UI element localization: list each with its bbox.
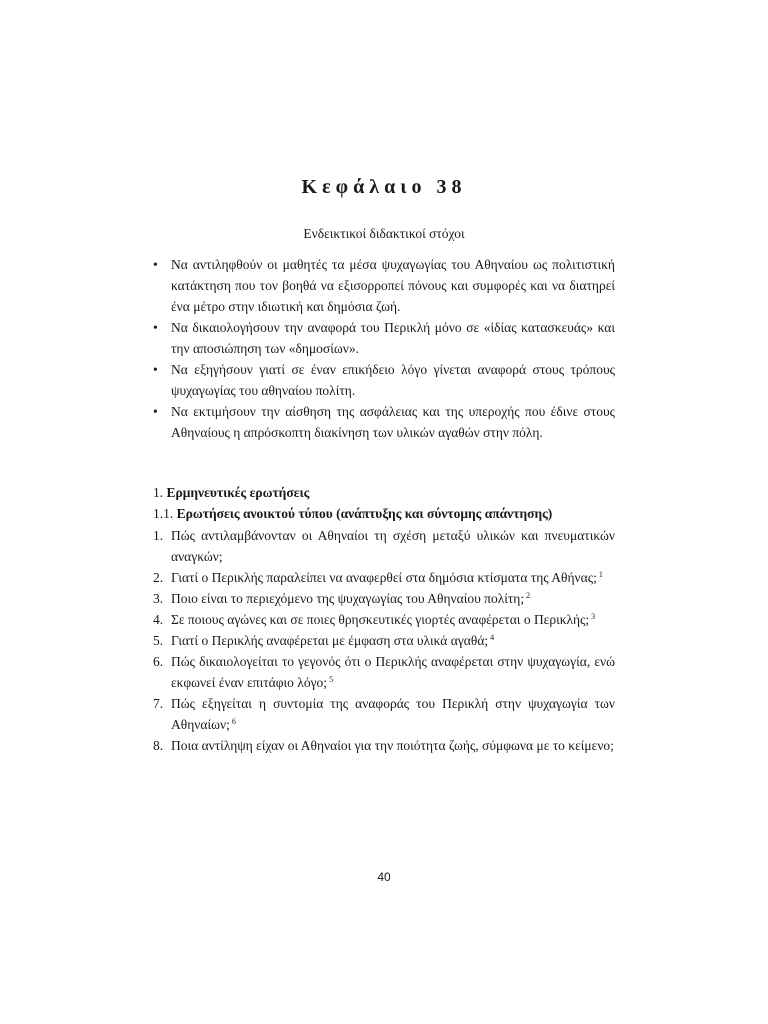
objective-item: [153, 317, 615, 359]
subsection-number: 1.1.: [153, 506, 174, 521]
footnote-marker: 4: [490, 632, 495, 642]
question-item: [153, 630, 615, 651]
bullet-icon: •: [153, 320, 158, 335]
question-item: [153, 567, 615, 588]
question-number: 6.: [153, 654, 164, 669]
question-text: Ποια αντίληψη είχαν οι Αθηναίοι για την ποιότητα ζωής, σύμφωνα με το κείμενο;: [171, 738, 614, 753]
question-item: [153, 735, 615, 756]
questions-list: [153, 525, 615, 756]
question-text: Πώς εξηγείται η συντομία της αναφοράς του Περικλή στην ψυχαγωγία των Αθηναίων;: [171, 696, 615, 732]
objective-item: [153, 254, 615, 317]
question-text: Πώς αντιλαμβάνονταν οι Αθηναίοι τη σχέση μεταξύ υλικών και πνευματικών αναγκών;: [171, 528, 615, 564]
question-number: 8.: [153, 738, 164, 753]
question-number: 2.: [153, 570, 164, 585]
footnote-marker: 2: [526, 590, 531, 600]
footnote-marker: 6: [231, 716, 236, 726]
question-number: 4.: [153, 612, 164, 627]
question-number: 5.: [153, 633, 164, 648]
question-text: Σε ποιους αγώνες και σε ποιες θρησκευτικές γιορτές αναφέρεται ο Περικλής;: [171, 612, 590, 627]
objective-item: [153, 359, 615, 401]
question-text: Γιατί ο Περικλής παραλείπει να αναφερθεί στα δημόσια κτίσματα της Αθήνας;: [171, 570, 597, 585]
question-text: Πώς δικαιολογείται το γεγονός ότι ο Περικλής αναφέρεται στην ψυχαγωγία, ενώ εκφωνεί έναν επιτάφιο λόγο;: [171, 654, 615, 690]
question-number: 7.: [153, 696, 164, 711]
question-text: Γιατί ο Περικλής αναφέρεται με έμφαση στα υλικά αγαθά;: [171, 633, 489, 648]
question-item: [153, 651, 615, 693]
footnote-marker: 1: [598, 569, 603, 579]
bullet-icon: •: [153, 362, 158, 377]
footnote-marker: 3: [591, 611, 596, 621]
subsection-note: (ανάπτυξης και σύντομης απάντησης): [336, 506, 553, 521]
subsection-heading: [153, 506, 552, 522]
bullet-icon: •: [153, 404, 158, 419]
objective-text: Να εκτιμήσουν την αίσθηση της ασφάλειας και της υπεροχής που έδινε στους Αθηναίους η απρόσκοπτη διακίνηση των υλικών αγαθών στην πόλη.: [171, 404, 615, 440]
page-number: 40: [377, 870, 391, 884]
question-item: [153, 609, 615, 630]
objective-text: Να δικαιολογήσουν την αναφορά του Περικλή μόνο σε «ἰδίας κατασκευάς» και την αποσιώπηση των «δημοσίων».: [171, 320, 615, 356]
bullet-icon: •: [153, 257, 158, 272]
footnote-marker: 5: [329, 674, 334, 684]
section-title: Ερμηνευτικές ερωτήσεις: [166, 485, 310, 500]
question-item: [153, 693, 615, 735]
chapter-title: Κεφάλαιο 38: [301, 176, 467, 198]
objective-text: Να αντιληφθούν οι μαθητές τα μέσα ψυχαγωγίας του Αθηναίου ως πολιτιστική κατάκτηση που τον βοηθά να εξισορροπεί πόνους και συμφορές και να διατηρεί ένα μέτρο στην ιδιωτική και δημόσια ζωή.: [171, 257, 615, 314]
objective-item: [153, 401, 615, 443]
question-number: 3.: [153, 591, 164, 606]
section-number: 1.: [153, 485, 164, 500]
objectives-list: [153, 254, 615, 443]
question-text: Ποιο είναι το περιεχόμενο της ψυχαγωγίας του Αθηναίου πολίτη;: [171, 591, 525, 606]
objectives-heading: Ενδεικτικοί διδακτικοί στόχοι: [303, 226, 465, 241]
question-number: 1.: [153, 528, 164, 543]
section-heading: [153, 485, 309, 501]
objective-text: Να εξηγήσουν γιατί σε έναν επικήδειο λόγο γίνεται αναφορά στους τρόπους ψυχαγωγίας του αθηναίου πολίτη.: [171, 362, 615, 398]
subsection-title: Ερωτήσεις ανοικτού τύπου: [176, 506, 333, 521]
question-item: [153, 525, 615, 567]
question-item: [153, 588, 615, 609]
